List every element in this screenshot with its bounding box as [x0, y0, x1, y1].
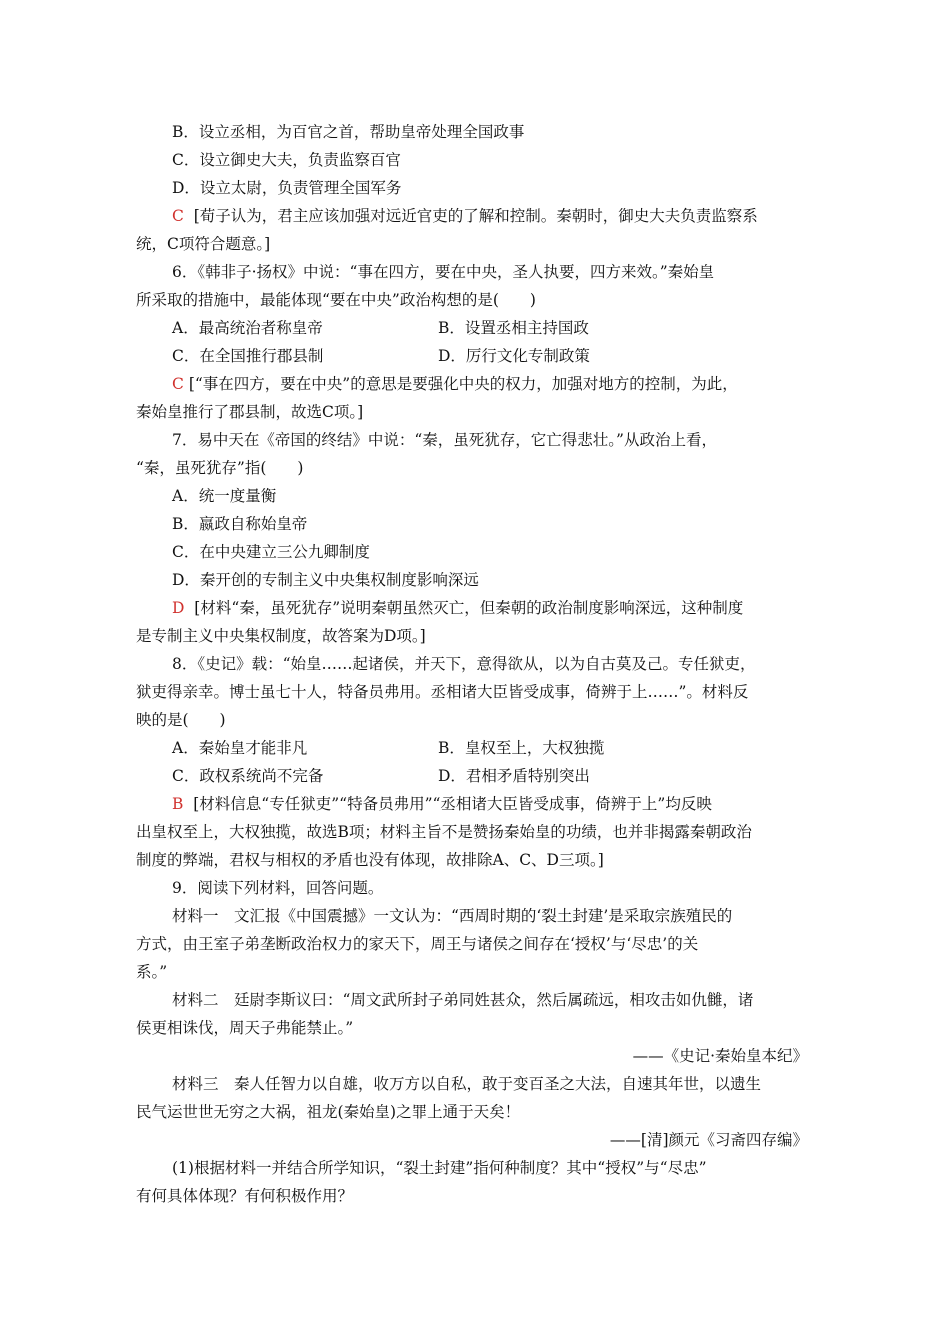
q7-option-d: D．秦开创的专制主义中央集权制度影响深远	[172, 571, 479, 589]
q8-explanation-1: [材料信息“专任狱吏”“特备员弗用”“丞相诸大臣皆受成事，倚辨于上”均反映	[193, 795, 712, 813]
q8-option-d: D．君相矛盾特别突出	[438, 767, 590, 785]
q7-option-b: B．嬴政自称始皇帝	[172, 515, 308, 533]
q9-material1-1: 材料一 文汇报《中国震撼》一文认为：“西周时期的‘裂土封建’是采取宗族殖民的	[172, 907, 733, 925]
q8-stem-1: 8．《史记》载：“始皇……起诸侯，并天下，意得欲从，以为自古莫及己。专任狱吏，	[172, 655, 756, 673]
q9-material3-2: 民气运世世无穷之大祸，祖龙(秦始皇)之罪上通于天矣！	[136, 1103, 521, 1121]
q8-stem-2: 狱吏得亲幸。博士虽七十人，特备员弗用。丞相诸大臣皆受成事，倚辨于上……”。材料反	[136, 683, 749, 701]
q5-answer: C	[172, 207, 184, 225]
q9-material3-1: 材料三 秦人任智力以自雄，收万方以自私，敢于变百圣之大法，自速其年世，以遗生	[172, 1075, 762, 1093]
q5-explanation-1: [荀子认为，君主应该加强对远近官吏的了解和控制。秦朝时，御史大夫负责监察系	[193, 207, 758, 225]
q8-explanation-2: 出皇权至上，大权独揽，故选B项；材料主旨不是赞扬秦始皇的功绩，也并非揭露秦朝政治	[136, 823, 752, 841]
q8-answer-line	[172, 794, 712, 814]
q7-option-a: A．统一度量衡	[172, 487, 277, 505]
q6-option-a: A．最高统治者称皇帝	[172, 319, 323, 337]
q7-explanation-2: 是专制主义中央集权制度，故答案为D项。]	[136, 627, 426, 645]
q6-option-c: C．在全国推行郡县制	[172, 347, 324, 365]
q6-stem-2: 所采取的措施中，最能体现“要在中央”政治构想的是( )	[136, 291, 536, 309]
q6-stem-1: 6．《韩非子·扬权》中说：“事在四方，要在中央，圣人执要，四方来效。”秦始皇	[172, 263, 715, 281]
q8-explanation-3: 制度的弊端，君权与相权的矛盾也没有体现，故排除A、C、D三项。]	[136, 851, 604, 869]
q7-option-c: C．在中央建立三公九卿制度	[172, 543, 370, 561]
q6-explanation-1: [“事在四方，要在中央”的意思是要强化中央的权力，加强对地方的控制，为此，	[188, 375, 738, 393]
q6-answer: C	[172, 375, 184, 393]
q7-explanation-1: [材料“秦，虽死犹存”说明秦朝虽然灭亡，但秦朝的政治制度影响深远，这种制度	[194, 599, 744, 617]
q8-option-c: C．政权系统尚不完备	[172, 767, 324, 785]
q6-option-b: B．设置丞相主持国政	[438, 319, 589, 337]
q5-option-b: B．设立丞相，为百官之首，帮助皇帝处理全国政事	[172, 123, 525, 141]
q7-stem-1: 7．易中天在《帝国的终结》中说：“秦，虽死犹存，它亡得悲壮。”从政治上看，	[172, 431, 717, 449]
q7-answer-line	[172, 598, 743, 618]
q6-explanation-2: 秦始皇推行了郡县制，故选C项。]	[136, 403, 364, 421]
q9-material1-2: 方式，由王室子弟垄断政治权力的家天下，周王与诸侯之间存在‘授权’与‘尽忠’的关	[136, 935, 699, 953]
q6-option-d: D．厉行文化专制政策	[438, 347, 590, 365]
q9-question1-2: 有何具体体现？有何积极作用？	[136, 1187, 354, 1205]
q9-material2-2: 侯更相诛伐，周天子弗能禁止。”	[136, 1019, 354, 1037]
q7-stem-2: “秦，虽死犹存”指( )	[136, 459, 304, 477]
q8-answer: B	[172, 795, 184, 813]
q8-option-a: A．秦始皇才能非凡	[172, 739, 308, 757]
q9-source2: ——《史记·秦始皇本纪》	[632, 1047, 808, 1065]
q9-question1-1: (1)根据材料一并结合所学知识，“裂土封建”指何种制度？其中“授权”与“尽忠”	[172, 1159, 707, 1177]
q8-stem-3: 映的是( )	[136, 711, 226, 729]
q5-explanation-2: 统，C项符合题意。]	[136, 235, 271, 253]
q8-option-b: B．皇权至上，大权独揽	[438, 739, 605, 757]
q5-option-c: C．设立御史大夫，负责监察百官	[172, 151, 401, 169]
q9-source3: ——[清]颜元《习斋四存编》	[609, 1131, 808, 1149]
q5-answer-line	[172, 206, 758, 226]
q6-answer-line	[172, 374, 738, 394]
q5-option-d: D．设立太尉，负责管理全国军务	[172, 179, 402, 197]
q9-stem: 9．阅读下列材料，回答问题。	[172, 879, 384, 897]
q7-answer: D	[172, 599, 185, 617]
q9-material1-3: 系。”	[136, 963, 168, 981]
q9-material2-1: 材料二 廷尉李斯议曰：“周文武所封子弟同姓甚众，然后属疏远，相攻击如仇雠，诸	[172, 991, 754, 1009]
